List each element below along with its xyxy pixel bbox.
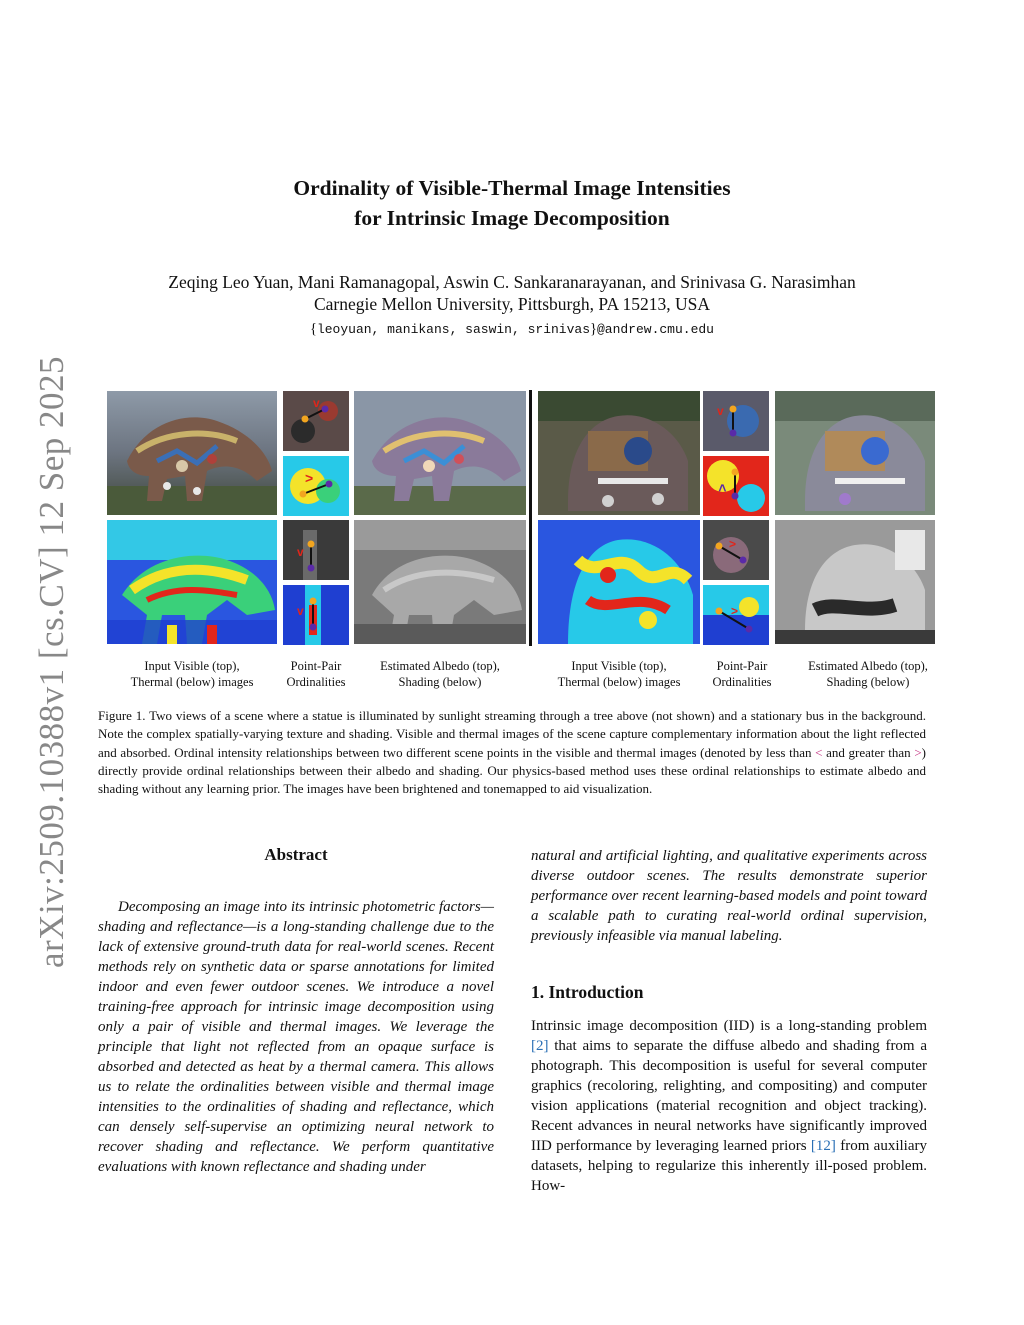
figure-divider — [529, 390, 532, 646]
title-line-1: Ordinality of Visible-Thermal Image Intensities — [293, 176, 731, 200]
label-right-pp-line2: Ordinalities — [712, 675, 772, 689]
email-brace-open: { — [309, 321, 317, 337]
caption-part3: ) directly provide ordinal relationships between their albedo and shading. Our physics-based method uses these ordinal relationships to estimate albedo and shading without any learning prior. The images have been brightened and tonemapped to aid visualization. — [98, 744, 926, 797]
label-left-estimated — [354, 658, 526, 690]
left-thermal-image — [107, 520, 277, 644]
label-right-input-line2: Thermal (below) images — [557, 675, 681, 689]
left-pointpair-1 — [283, 391, 349, 451]
left-visible-image — [107, 391, 277, 515]
label-left-input-line1: Input Visible (top), — [144, 659, 240, 673]
left-albedo-image — [354, 391, 526, 515]
intro-text-2: that aims to separate the diffuse albedo and shading from a photograph. This decomposition is useful for several computer graphics (recoloring, relighting, and compositing) and computer vision applications (material recognition and object tracking). Recent advances in neural networks have significantly improved IID performance by leveraging learned priors — [531, 1038, 927, 1154]
caption-part2: and greater than — [822, 744, 915, 760]
label-left-input-line2: Thermal (below) images — [130, 675, 254, 689]
paper-title — [0, 173, 1024, 233]
affiliation: Carnegie Mellon University, Pittsburgh, PA 15213, USA — [313, 294, 711, 314]
right-visible-image — [538, 391, 700, 515]
left-pointpair-2 — [283, 456, 349, 516]
label-right-input — [530, 658, 708, 690]
label-right-est-line2: Shading (below) — [826, 675, 910, 689]
email-brace-close: } — [590, 321, 597, 337]
introduction-text — [531, 1016, 927, 1196]
left-shading-image — [354, 520, 526, 644]
right-pp3-marker: > — [729, 537, 737, 551]
label-left-pp-line1: Point-Pair — [290, 659, 342, 673]
abstract-text: Decomposing an image into its intrinsic photometric factors—shading and reflectance—is a long-standing challenge due to the lack of extensive ground-truth data for real-world scenes. Recent methods rely on synthetic data or sparse annotations for limited indoor and even fewer outdoor scenes. We introduce a novel training-free approach for intrinsic image decomposition using only a pair of visible and thermal images. We leverage the principle that light not reflected from an opaque surface is absorbed and detected as heat by a thermal camera. This allows us to relate the ordinalities between visible and thermal image intensities to the ordinalities of shading and reflectance, which can densely self-supervise an optimizing neural network to recover shading and reflectance. We perform quantitative evaluations with known reflectance and shading under — [98, 899, 494, 1175]
figure-caption — [98, 707, 926, 798]
label-right-est-line1: Estimated Albedo (top), — [808, 659, 928, 673]
right-pp1-marker: v — [717, 404, 724, 418]
left-pp2-marker: > — [305, 470, 314, 486]
arxiv-stamp-text: arXiv:2509.10388v1 [cs.CV] 12 Sep 2025 — [32, 355, 71, 969]
right-pointpair-4 — [703, 585, 769, 645]
label-right-pp-line1: Point-Pair — [716, 659, 768, 673]
right-pointpair-1 — [703, 391, 769, 451]
email-domain: @andrew.cmu.edu — [596, 322, 714, 337]
citation-link-12[interactable]: [12] — [810, 1138, 836, 1154]
citation-link-2[interactable]: [2] — [531, 1038, 549, 1054]
label-left-input — [107, 658, 277, 690]
label-left-pointpair — [270, 658, 362, 690]
left-pp1-marker: v — [313, 396, 320, 410]
author-block — [0, 271, 1024, 315]
section-heading-introduction: 1. Introduction — [531, 982, 644, 1002]
label-left-est-line1: Estimated Albedo (top), — [380, 659, 500, 673]
label-left-est-line2: Shading (below) — [398, 675, 482, 689]
label-left-pp-line2: Ordinalities — [286, 675, 346, 689]
label-right-input-line1: Input Visible (top), — [571, 659, 667, 673]
intro-text-1: Intrinsic image decomposition (IID) is a long-standing problem — [531, 1018, 927, 1034]
right-pointpair-3 — [703, 520, 769, 580]
author-names: Zeqing Leo Yuan, Mani Ramanagopal, Aswin C. Sankaranarayanan, and Srinivasa G. Narasimhan — [168, 272, 856, 292]
right-pp4-marker: > — [731, 604, 739, 618]
author-emails — [0, 321, 1024, 338]
abstract-text-continued: natural and artificial lighting, and qualitative experiments across diverse outdoor scenes. The results demonstrate superior performance over recent learning-based models and point toward a scalable path to curating real-world ordinal supervision, previously infeasible via manual labeling. — [531, 848, 927, 944]
left-pointpair-3 — [283, 520, 349, 580]
abstract-heading: Abstract — [264, 845, 328, 864]
label-right-estimated — [795, 658, 941, 690]
email-users: leoyuan, manikans, saswin, srinivas — [316, 322, 590, 337]
right-pp2-marker: > — [714, 483, 730, 492]
intro-text-3: from auxiliary datasets, helping to regularize this inherently ill-posed problem. How- — [531, 1138, 927, 1194]
left-pp3-marker: v — [297, 545, 304, 559]
left-pointpair-4 — [283, 585, 349, 645]
right-shading-image — [775, 520, 935, 644]
right-thermal-image — [538, 520, 700, 644]
caption-gt-symbol: > — [914, 744, 922, 760]
label-right-pointpair — [696, 658, 788, 690]
caption-lt-symbol: < — [815, 744, 823, 760]
caption-part1: Figure 1. Two views of a scene where a statue is illuminated by sunlight streaming through a tree above (not shown) and a stationary bus in the background. Note the complex spatially-varying texture and shading. Visible and thermal images of the scene capture complementary information about the light reflected and absorbed. Ordinal intensity relationships between two different scene points in the visible and thermal images (denoted by less than — [98, 708, 926, 760]
right-pointpair-2 — [703, 456, 769, 516]
right-albedo-image — [775, 391, 935, 515]
left-pp4-marker: v — [297, 604, 304, 618]
title-line-2: for Intrinsic Image Decomposition — [354, 206, 670, 230]
